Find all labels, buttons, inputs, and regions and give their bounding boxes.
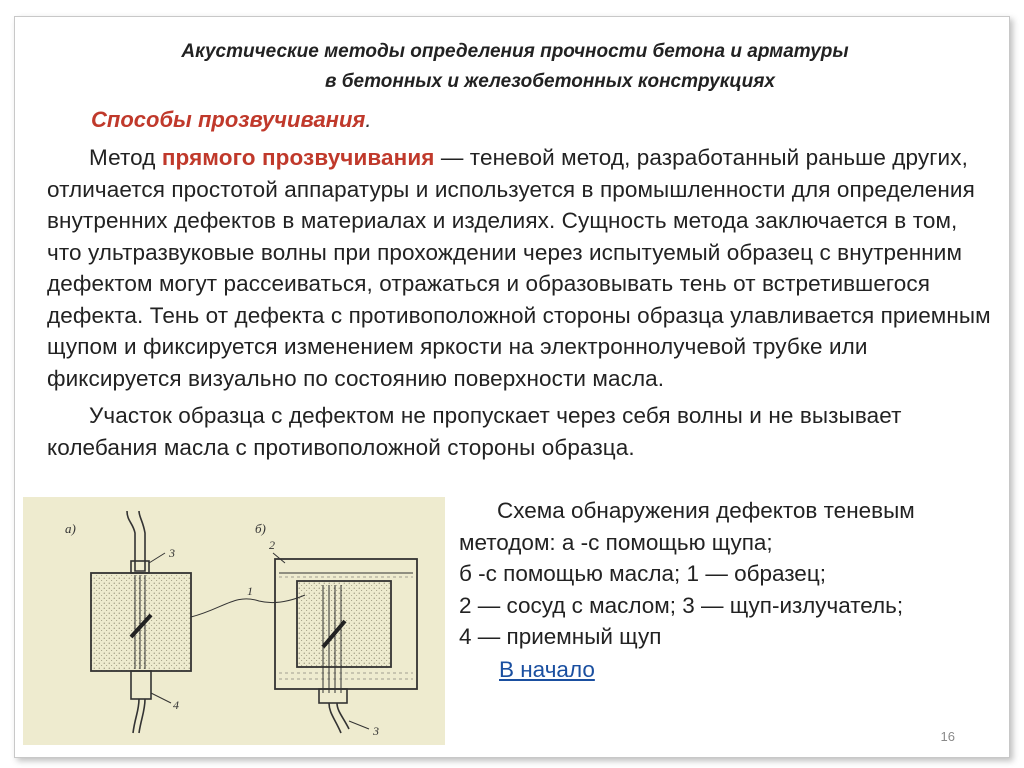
caption-line: 4 — приемный щуп <box>459 624 662 649</box>
label-4: 4 <box>173 698 179 712</box>
title-line-2: в бетонных и железобетонных конструкциях <box>325 71 775 92</box>
receiver-probe <box>131 671 151 699</box>
paragraph-method <box>47 142 997 394</box>
label-3b: 3 <box>373 724 379 738</box>
panel-a-label: а) <box>65 521 76 536</box>
label-2: 2 <box>269 538 275 552</box>
section-heading-text: Способы прозвучивания <box>91 107 366 132</box>
paragraph-lead: Метод <box>89 145 162 170</box>
schematic-diagram <box>23 497 445 745</box>
slide-title <box>75 37 955 97</box>
schematic-figure <box>23 497 445 745</box>
panel-b-label: б) <box>255 521 266 536</box>
label-1: 1 <box>247 584 253 598</box>
body-text <box>47 142 997 463</box>
back-to-start-link[interactable]: В начало <box>499 657 595 682</box>
figure-caption <box>459 495 999 653</box>
caption-line: 2 — сосуд с маслом; 3 — щуп-излучатель; <box>459 592 904 618</box>
caption-line: методом: а -с помощью щупа; <box>459 529 773 555</box>
section-heading <box>91 107 372 133</box>
highlight-term: прямого прозвучивания <box>161 145 435 170</box>
title-line-1: Акустические методы определения прочности бетона и арматуры <box>181 41 849 62</box>
page-number: 16 <box>940 729 955 744</box>
paragraph-defect: Участок образца с дефектом не пропускает через себя волны и не вызывает колебания масла с противоположной стороны образца. <box>47 403 902 460</box>
caption-line: Схема обнаружения дефектов теневым <box>497 498 915 523</box>
emitter-probe <box>127 511 145 571</box>
slide <box>14 16 1010 758</box>
label-3a: 3 <box>169 546 175 560</box>
paragraph-rest: — теневой метод, разработанный раньше других, отличается простотой аппаратуры и используется в промышленности для определения внутренних дефектов в материалах и изделиях. Сущность метода заключается в том, что ультразвуковые волны при прохождении через испытуемый образец с внутренним дефектом могут рассеиваться, отражаться и образовывать тень от встретившегося дефекта. Тень от дефекта с противоположной стороны образца улавливается приемным щупом и фиксируется изменением яркости на электроннолучевой трубке или фиксируется визуально по состоянию поверхности масла. <box>47 145 991 391</box>
specimen-a <box>91 573 191 671</box>
section-heading-punct: . <box>365 107 372 132</box>
caption-line: б -с помощью масла; 1 — образец; <box>459 561 826 586</box>
